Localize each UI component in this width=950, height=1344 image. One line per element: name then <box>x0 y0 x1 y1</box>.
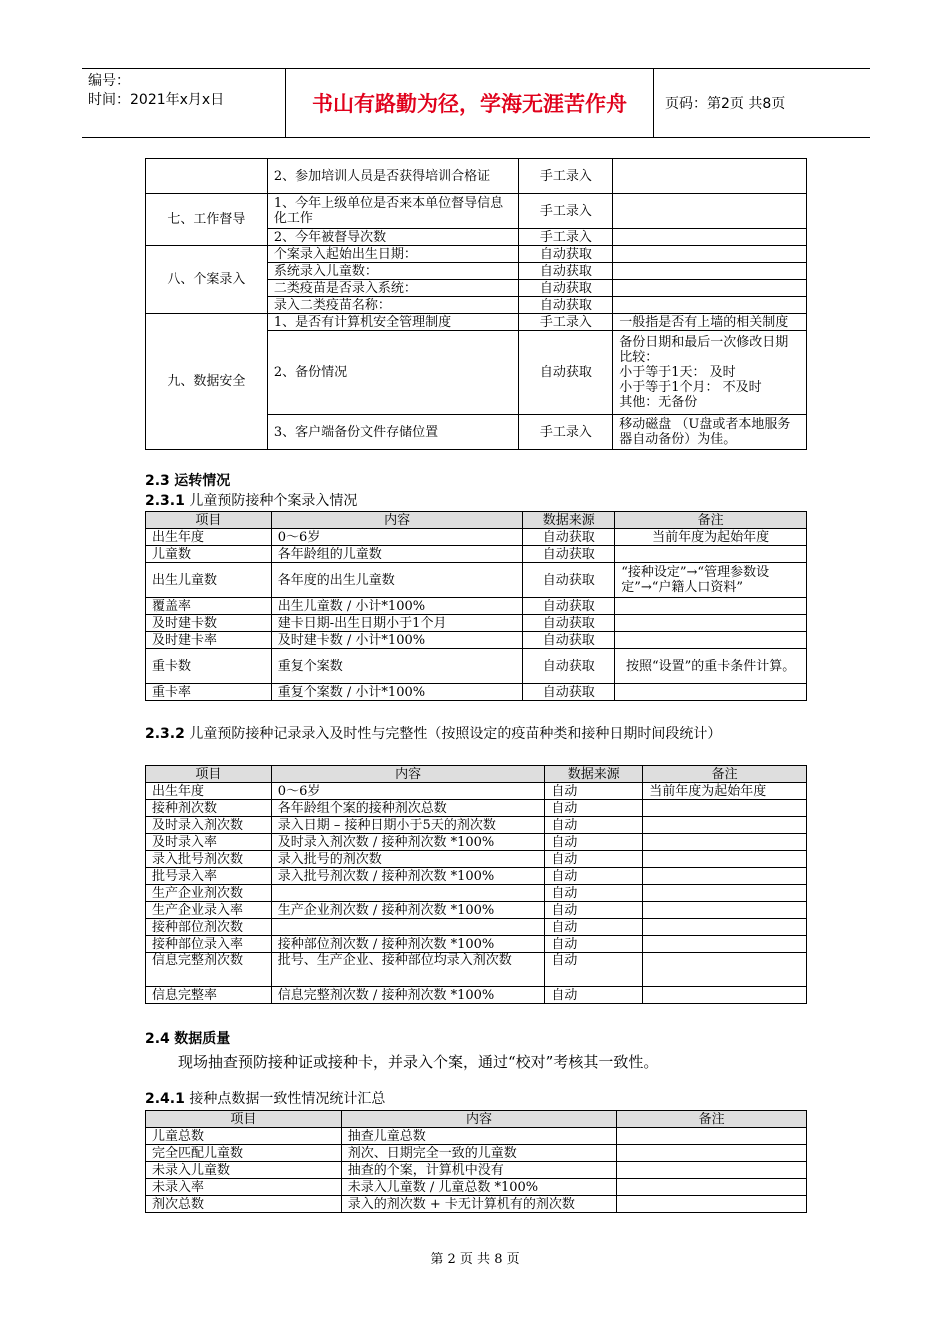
cell: 自动 <box>545 800 643 817</box>
cell: 录入二类疫苗名称： <box>267 297 519 314</box>
cell: 未录入率 <box>146 1179 342 1196</box>
cell <box>643 987 807 1004</box>
cell: 自动 <box>545 885 643 902</box>
table-row <box>146 783 807 800</box>
note-line: 小于等于1天： 及时 <box>619 365 736 380</box>
table-row <box>146 529 807 546</box>
header-meta <box>82 69 285 137</box>
table-vaccination-records <box>145 765 807 1004</box>
cell <box>643 919 807 936</box>
cell: 0～6岁 <box>271 529 523 546</box>
cell <box>643 868 807 885</box>
cell: 手工录入 <box>519 415 613 450</box>
section-paragraph: 现场抽查预防接种证或接种卡，并录入个案，通过“校对”考核其一致性。 <box>178 1053 659 1071</box>
cell: 手工录入 <box>519 159 613 194</box>
cell <box>643 885 807 902</box>
cell <box>271 885 545 902</box>
table-header-row <box>146 1111 807 1128</box>
cell: 自动获取 <box>523 632 615 649</box>
header-date: 时间：2021年x月x日 <box>88 92 225 108</box>
cell: 完全匹配儿童数 <box>146 1145 342 1162</box>
table-row <box>146 834 807 851</box>
header-cell: 内容 <box>271 766 545 783</box>
cell: 出生儿童数 <box>146 563 272 598</box>
cell: 及时录入率 <box>146 834 272 851</box>
cell: 1、是否有计算机安全管理制度 <box>267 314 519 331</box>
table-row <box>146 868 807 885</box>
cell: 重卡率 <box>146 684 272 701</box>
cell: 当前年度为起始年度 <box>615 529 807 546</box>
cell: 建卡日期-出生日期小于1个月 <box>271 615 523 632</box>
table-row <box>146 632 807 649</box>
header-cell: 内容 <box>341 1111 617 1128</box>
cell <box>615 615 807 632</box>
section-heading: 2.3 运转情况 <box>145 473 231 489</box>
table-row <box>146 953 807 987</box>
cell: 2、备份情况 <box>267 331 519 415</box>
table-row <box>146 851 807 868</box>
cell: 一般指是否有上墙的相关制度 <box>613 314 807 331</box>
cell <box>271 919 545 936</box>
cell: 系统录入儿童数： <box>267 263 519 280</box>
cell <box>617 1128 807 1145</box>
cell <box>613 280 807 297</box>
cell <box>643 817 807 834</box>
cell: 未录入儿童数 <box>146 1162 342 1179</box>
table-row <box>146 1162 807 1179</box>
cell: 1、今年上级单位是否来本单位督导信息化工作 <box>267 194 519 229</box>
table-header-row <box>146 766 807 783</box>
cell <box>643 902 807 919</box>
cell <box>613 331 807 415</box>
table-row <box>146 885 807 902</box>
cell: 2、今年被督导次数 <box>267 229 519 246</box>
cell: 儿童总数 <box>146 1128 342 1145</box>
cell: 移动磁盘 （U盘或者本地服务器自动备份）为佳。 <box>613 415 807 450</box>
cell <box>617 1179 807 1196</box>
cell: “接种设定”→“管理参数设定”→“户籍人口资料” <box>615 563 807 598</box>
header-cell: 项目 <box>146 1111 342 1128</box>
cell: 自动 <box>545 868 643 885</box>
table-row <box>146 1128 807 1145</box>
table-case-entry <box>145 511 807 701</box>
cell: 自动获取 <box>519 297 613 314</box>
cell <box>615 684 807 701</box>
cell <box>617 1196 807 1213</box>
header-number: 编号： <box>88 73 130 89</box>
cell <box>643 953 807 987</box>
cell: 自动获取 <box>519 246 613 263</box>
cell: 录入批号剂次数 / 接种剂次数 *100% <box>271 868 545 885</box>
group-cell: 七、工作督导 <box>146 194 268 246</box>
cell: 信息完整率 <box>146 987 272 1004</box>
cell: 自动获取 <box>523 598 615 615</box>
header-cell: 数据来源 <box>545 766 643 783</box>
note-line: 其他：无备份 <box>619 395 698 410</box>
cell: 自动获取 <box>523 529 615 546</box>
cell: 自动获取 <box>523 546 615 563</box>
cell: 自动获取 <box>523 615 615 632</box>
cell: 自动 <box>545 783 643 800</box>
cell: 手工录入 <box>519 229 613 246</box>
header-cell: 备注 <box>617 1111 807 1128</box>
cell: 接种剂次数 <box>146 800 272 817</box>
header-cell: 项目 <box>146 512 272 529</box>
cell <box>613 297 807 314</box>
table-consistency <box>145 1110 807 1213</box>
cell <box>613 159 807 194</box>
cell: 批号录入率 <box>146 868 272 885</box>
table-row <box>146 546 807 563</box>
cell: 自动 <box>545 902 643 919</box>
table-row <box>146 800 807 817</box>
cell: 及时录入剂次数 / 接种剂次数 *100% <box>271 834 545 851</box>
table-row <box>146 919 807 936</box>
cell <box>617 1162 807 1179</box>
page-header <box>82 68 870 138</box>
group-cell: 八、个案录入 <box>146 246 268 314</box>
cell <box>613 263 807 280</box>
cell: 覆盖率 <box>146 598 272 615</box>
cell: 自动获取 <box>523 684 615 701</box>
note-line: 备份日期和最后一次修改日期比较： <box>619 335 789 365</box>
cell: 各年度的出生儿童数 <box>271 563 523 598</box>
cell: 及时建卡数 <box>146 615 272 632</box>
cell: 重复个案数 <box>271 649 523 684</box>
cell: 自动获取 <box>519 331 613 415</box>
cell: 自动 <box>545 936 643 953</box>
cell <box>617 1145 807 1162</box>
page-footer: 第 2 页 共 8 页 <box>430 1252 520 1267</box>
cell: 出生年度 <box>146 783 272 800</box>
header-motto: 书山有路勤为径，学海无涯苦作舟 <box>285 69 654 137</box>
cell <box>643 936 807 953</box>
cell: 3、客户端备份文件存储位置 <box>267 415 519 450</box>
cell: 出生年度 <box>146 529 272 546</box>
table-row <box>146 246 807 263</box>
cell: 接种部位剂次数 / 接种剂次数 *100% <box>271 936 545 953</box>
cell: 录入批号剂次数 <box>146 851 272 868</box>
cell: 生产企业剂次数 / 接种剂次数 *100% <box>271 902 545 919</box>
header-cell: 备注 <box>615 512 807 529</box>
cell: 及时建卡数 / 小计*100% <box>271 632 523 649</box>
table-row <box>146 159 807 194</box>
cell <box>615 598 807 615</box>
cell: 抽查儿童总数 <box>341 1128 617 1145</box>
table-row <box>146 1196 807 1213</box>
table-row <box>146 902 807 919</box>
group-cell: 九、数据安全 <box>146 314 268 450</box>
table-row <box>146 817 807 834</box>
cell: 信息完整剂次数 <box>146 953 272 987</box>
cell <box>643 800 807 817</box>
cell <box>643 851 807 868</box>
cell: 各年龄组个案的接种剂次总数 <box>271 800 545 817</box>
table-management <box>145 158 807 450</box>
table-header-row <box>146 512 807 529</box>
cell: 录入日期 – 接种日期小于5天的剂次数 <box>271 817 545 834</box>
cell: 批号、生产企业、接种部位均录入剂次数 <box>271 953 545 987</box>
cell: 自动获取 <box>523 649 615 684</box>
cell: 及时录入剂次数 <box>146 817 272 834</box>
cell <box>146 159 268 194</box>
cell: 及时建卡率 <box>146 632 272 649</box>
cell: 自动获取 <box>519 280 613 297</box>
cell: 自动获取 <box>523 563 615 598</box>
table-row <box>146 314 807 331</box>
cell <box>613 246 807 263</box>
cell: 生产企业录入率 <box>146 902 272 919</box>
cell: 儿童数 <box>146 546 272 563</box>
header-cell: 项目 <box>146 766 272 783</box>
cell <box>643 834 807 851</box>
cell: 出生儿童数 / 小计*100% <box>271 598 523 615</box>
table-row <box>146 598 807 615</box>
header-page: 页码：第2页 共8页 <box>665 96 786 112</box>
table-row <box>146 1179 807 1196</box>
cell: 未录入儿童数 / 儿童总数 *100% <box>341 1179 617 1196</box>
cell: 按照“设置”的重卡条件计算。 <box>615 649 807 684</box>
cell: 抽查的个案，计算机中没有 <box>341 1162 617 1179</box>
cell: 自动 <box>545 919 643 936</box>
header-cell: 内容 <box>271 512 523 529</box>
table-row <box>146 936 807 953</box>
note-line: 小于等于1个月： 不及时 <box>619 380 762 395</box>
cell: 自动 <box>545 987 643 1004</box>
table-row <box>146 615 807 632</box>
cell: 0～6岁 <box>271 783 545 800</box>
cell: 2、参加培训人员是否获得培训合格证 <box>267 159 519 194</box>
section-heading: 2.3.2 儿童预防接种记录录入及时性与完整性（按照设定的疫苗种类和接种日期时间段统计） <box>145 726 722 742</box>
section-heading: 2.4 数据质量 <box>145 1031 231 1047</box>
cell: 手工录入 <box>519 314 613 331</box>
header-cell: 备注 <box>643 766 807 783</box>
table-row <box>146 987 807 1004</box>
cell: 剂次总数 <box>146 1196 342 1213</box>
cell: 重复个案数 / 小计*100% <box>271 684 523 701</box>
cell: 录入的剂次数 + 卡无计算机有的剂次数 <box>341 1196 617 1213</box>
cell <box>613 194 807 229</box>
table-row <box>146 1145 807 1162</box>
cell: 接种部位剂次数 <box>146 919 272 936</box>
cell: 信息完整剂次数 / 接种剂次数 *100% <box>271 987 545 1004</box>
table-row <box>146 684 807 701</box>
section-heading: 2.4.1 接种点数据一致性情况统计汇总 <box>145 1091 386 1107</box>
cell <box>615 546 807 563</box>
cell: 手工录入 <box>519 194 613 229</box>
cell: 自动 <box>545 834 643 851</box>
cell: 二类疫苗是否录入系统： <box>267 280 519 297</box>
header-cell: 数据来源 <box>523 512 615 529</box>
cell <box>613 229 807 246</box>
table-row <box>146 649 807 684</box>
table-row <box>146 563 807 598</box>
cell: 各年龄组的儿童数 <box>271 546 523 563</box>
cell: 生产企业剂次数 <box>146 885 272 902</box>
cell: 个案录入起始出生日期： <box>267 246 519 263</box>
cell: 自动 <box>545 817 643 834</box>
cell: 自动 <box>545 851 643 868</box>
table-row <box>146 194 807 229</box>
section-heading: 2.3.1 儿童预防接种个案录入情况 <box>145 493 358 509</box>
cell: 自动获取 <box>519 263 613 280</box>
cell: 重卡数 <box>146 649 272 684</box>
cell: 当前年度为起始年度 <box>643 783 807 800</box>
cell <box>615 632 807 649</box>
cell: 录入批号的剂次数 <box>271 851 545 868</box>
cell: 接种部位录入率 <box>146 936 272 953</box>
cell: 自动 <box>545 953 643 987</box>
cell: 剂次、日期完全一致的儿童数 <box>341 1145 617 1162</box>
